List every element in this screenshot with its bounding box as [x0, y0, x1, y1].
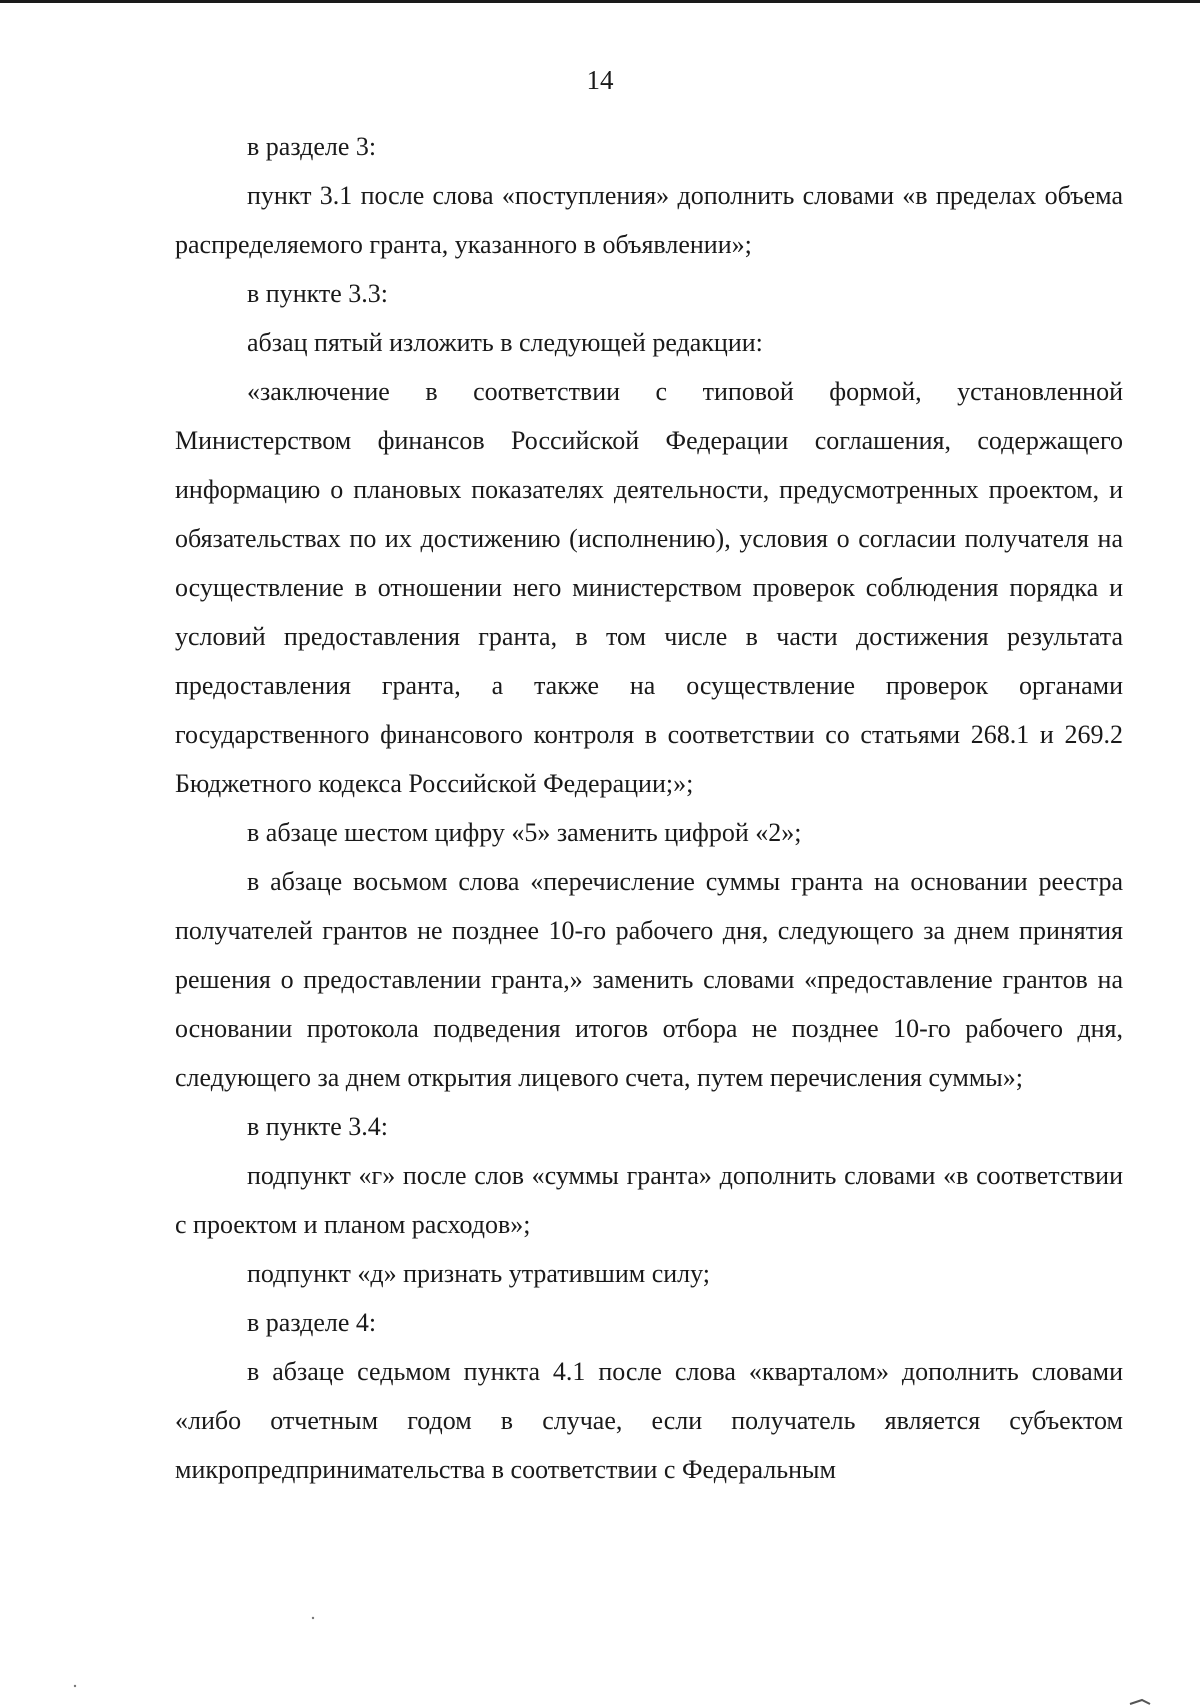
paragraph-section-3-heading: в разделе 3:: [247, 132, 377, 161]
scan-top-border: [0, 0, 1200, 3]
paragraph-item-4-1: в абзаце седьмом пункта 4.1 после слова «кварталом» дополнить словами «либо отчетным годом в случае, если получатель является субъектом микропредпринимательства в соответствии с Федеральным: [175, 1357, 1123, 1484]
document-body: [175, 122, 1123, 1494]
paragraph-fifth-abzac-intro: абзац пятый изложить в следующей редакции:: [247, 328, 763, 357]
paragraph-subitem-g: подпункт «г» после слов «суммы гранта» дополнить словами «в соответствии с проектом и планом расходов»;: [175, 1161, 1123, 1239]
page-number: 14: [586, 65, 614, 95]
paragraph-agreement-text: «заключение в соответствии с типовой формой, установленной Министерством финансов Российской Федерации соглашения, содержащего информацию о плановых показателях деятельности, предусмотренных проектом, и обязательствах по их достижению (исполнению), условия о согласии получателя на осуществление в отношении него министерством проверок соблюдения порядка и условий предоставления гранта, в том числе в части достижения результата предоставления гранта, а также на осуществление проверок органами государственного финансового контроля в соответствии со статьями 268.1 и 269.2 Бюджетного кодекса Российской Федерации;»;: [175, 377, 1123, 798]
paragraph-section-4-heading: в разделе 4:: [247, 1308, 377, 1337]
paragraph-item-3-1: пункт 3.1 после слова «поступления» дополнить словами «в пределах объема распределяемого гранта, указанного в объявлении»;: [175, 181, 1123, 259]
paragraph-subitem-d: подпункт «д» признать утратившим силу;: [247, 1259, 710, 1288]
paragraph-eighth-abzac: в абзаце восьмом слова «перечисление суммы гранта на основании реестра получателей грантов не позднее 10-го рабочего дня, следующего за днем принятия решения о предоставлении гранта,» заменить словами «предоставление грантов на основании протокола подведения итогов отбора не позднее 10-го рабочего дня, следующего за днем открытия лицевого счета, путем перечисления суммы»;: [175, 867, 1123, 1092]
paragraph-sixth-abzac: в абзаце шестом цифру «5» заменить цифрой «2»;: [247, 818, 802, 847]
paragraph-item-3-4-heading: в пункте 3.4:: [247, 1112, 389, 1141]
paragraph-item-3-3-heading: в пункте 3.3:: [247, 279, 389, 308]
